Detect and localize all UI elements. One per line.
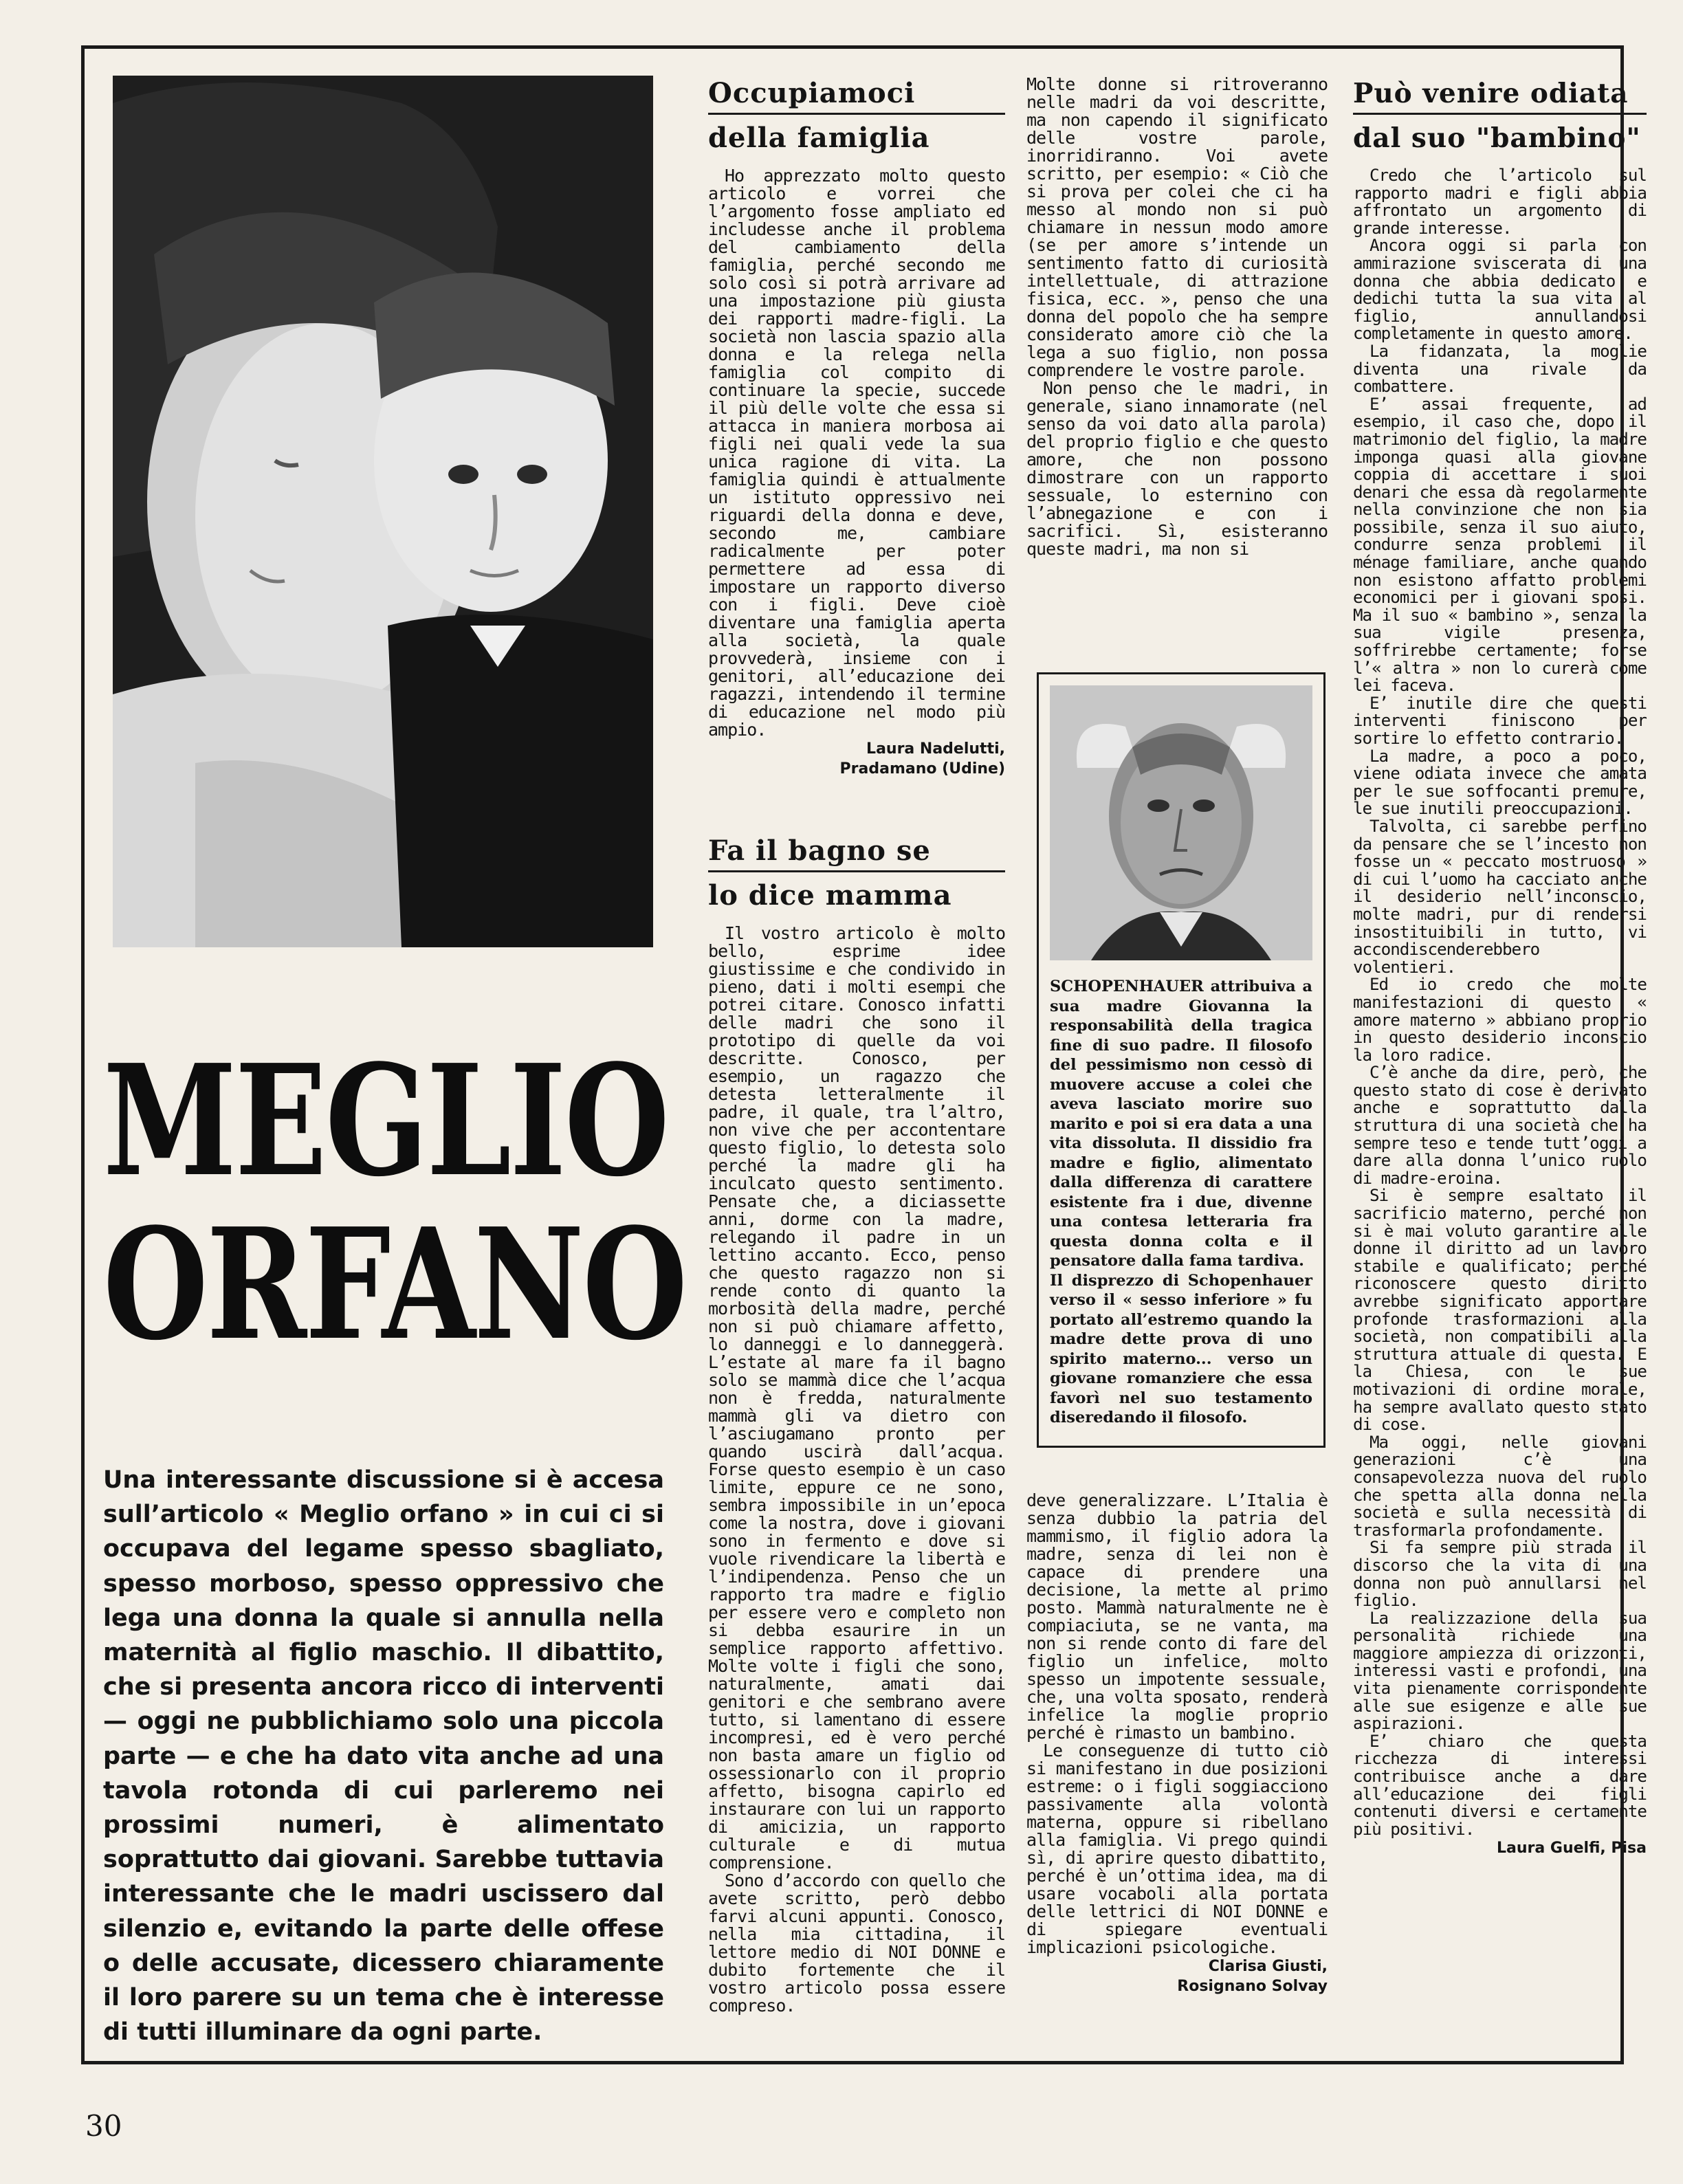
letter-3-paragraph-13: La realizzazione della sua personalità richiede una maggiore ampiezza di orizzonti, interessi vasti e profondi, una vita pienamente corrispondente alle sue esigenze e alle sue aspirazioni. xyxy=(1353,1608,1647,1734)
letter-3-paragraph-3: La fidanzata, la moglie diventa una rivale da combattere. xyxy=(1353,341,1647,397)
letter-1-signature-name: Laura Nadelutti, xyxy=(866,740,1005,758)
column-3-lower xyxy=(1026,1492,1328,1996)
letter-3-title xyxy=(1353,74,1647,157)
letter-3-paragraph-8: Ed io credo che molte manifestazioni di questo « amore materno » abbiano proprio in questo desiderio inconscio la loro radice. xyxy=(1353,975,1647,1065)
letter-2-signature-name: Clarisa Giusti, xyxy=(1208,1958,1328,1975)
letter-3-paragraph-7: Talvolta, ci sarebbe perfino da pensare che se l’incesto non fosse un « peccato mostruoso » di cui l’uomo ha cacciato anche il desiderio nell’inconscio, molte madri, pur di rendersi insostituibili in tutto, vi accondiscenderebbero volentieri. xyxy=(1353,816,1647,977)
letter-2-title-line-2: lo dice mamma xyxy=(708,879,952,912)
letter-2-paragraph-4: Non penso che le madri, in generale, siano innamorate (nel senso da voi dato alla parola) del proprio figlio e che questo amore, che non possono dimostrare con un rapporto sessuale, lo esternino con l’abnegazione e con i sacrifici. Sì, esisteranno queste madri, ma non si xyxy=(1026,378,1328,559)
letter-2-paragraph-3: Molte donne si ritroveranno nelle madri da voi descritte, ma non capendo il significato delle vostre parole, inorridiranno. Voi avete scritto, per esempio: « Ciò che si prova per colei che ci ha messo al mondo non si può chiamare in nessun modo amore (se per amore s’intende un sentimento fatto di curiosità intellettuale, di attrazione fisica, ecc. », penso che una donna del popolo che ha sempre considerato amore ciò che la lega a suo figlio, non possa comprendere le vostre parole. xyxy=(1026,74,1328,380)
letter-3-title-line-1: Può venire odiata xyxy=(1353,74,1647,115)
letter-1-title-line-2: della famiglia xyxy=(708,122,930,154)
letter-3-signature: Laura Guelfi, Pisa xyxy=(1497,1840,1647,1857)
letter-3-paragraph-10: Si è sempre esaltato il sacrificio materno, perché non si è mai voluto garantire alle donne il diritto ad un lavoro stabile e qualificato; perché riconoscere questo diritto avrebbe significato apportare profonde trasformazioni alla società, non compatibili alla struttura attuale di questa. E la Chiesa, con le sue motivazioni di ordine morale, ha sempre avallato questo stato di cose. xyxy=(1353,1186,1647,1435)
letter-3-paragraph-1: Credo che l’articolo sul rapporto madri e figli abbia affrontato un argomento di grande interesse. xyxy=(1353,166,1647,238)
mother-child-photo xyxy=(113,76,653,947)
letter-2-title-line-1: Fa il bagno se xyxy=(708,832,1005,872)
intro-paragraph: Una interessante discussione si è accesa sull’articolo « Meglio orfano » in cui ci si occupava del legame spesso sbagliato, spesso morboso, spesso oppressivo che lega una donna la quale si annulla nella maternità al figlio maschio. Il dibattito, che si presenta ancora ricco di interventi — oggi ne pubblichiamo solo una piccola parte — e che ha dato vita anche ad una tavola rotonda di cui parleremo nei prossimi numeri, è alimentato soprattutto dai giovani. Sarebbe tuttavia interessante che le madri uscissero dal silenzio e, evitando la parte delle offese o delle accusate, dicessero chiaramente il loro parere su un tema che è interesse di tutti illuminare da ogni parte. xyxy=(103,1466,664,2047)
letter-2-title xyxy=(708,832,1005,915)
letter-1-title-line-1: Occupiamoci xyxy=(708,74,1005,115)
letter-3-paragraph-14: E’ chiaro che questa ricchezza di interessi contribuisce anche a dare all’educazione dei figli contenuti diversi e certamente più positivi. xyxy=(1353,1731,1647,1839)
letter-2-paragraph-1: Il vostro articolo è molto bello, esprime idee giustissime e che condivido in pieno, dati i molti esempi che potrei citare. Conosco infatti delle madri che sono il prototipo di quelle da voi descritte. Conosco, per esempio, un ragazzo che detesta letteralmente il padre, il quale, tra l’altro, non vive che per accontentare questo figlio, lo detesta solo perché la madre gli ha inculcato questo sentimento. Pensate che, a diciassette anni, dorme con la madre, relegando il padre in un lettino accanto. Ecco, penso che questo ragazzo non si rende conto di quanto la morbosità della madre, perché non si può chiamare affetto, lo danneggi e lo danneggerà. L’estate al mare fa il bagno solo se mammà dice che l’acqua non è fredda, naturalmente mammà gli va dietro con l’asciugamano pronto per quando uscirà dall’acqua. Forse questo esempio è un caso limite, eppure ce ne sono, sembra impossibile in un’epoca come la nostra, dove i giovani sono in fermento e dove si vuole rivendicare la libertà e l’indipendenza. Penso che un rapporto tra madre e figlio per essere vero e completo non si debba esaurire in un semplice rapporto affettivo. Molte volte i figli che sono, naturalmente, amati dai genitori e che sembrano avere tutto, si lamentano di essere incompresi, ed è vero perché non basta amare un figlio od ossessionarlo con il proprio affetto, bisogna capirlo ed instaurare con lui un rapporto di amicizia, un rapporto culturale e di mutua comprensione. xyxy=(708,923,1005,1873)
schopenhauer-portrait xyxy=(1050,685,1312,960)
letter-2-paragraph-5: deve generalizzare. L’Italia è senza dubbio la patria del mammismo, il figlio adora la madre, senza di lei non è capace di prendere una decisione, la mette al primo posto. Mammà naturalmente ne è compiaciuta, se ne vanta, ma non si rende conto di fare del figlio un infelice, molto spesso un impotente sessuale, che, una volta sposato, renderà infelice la moglie proprio perché è rimasto un bambino. xyxy=(1026,1490,1328,1743)
letter-3-title-line-2: dal suo "bambino" xyxy=(1353,122,1641,154)
column-4 xyxy=(1353,74,1647,1858)
letter-3-paragraph-9: C’è anche da dire, però, che questo stato di cose è derivato anche e soprattutto dalla struttura di una società che ha sempre teso e tende tutt’oggi a dare alla donna l’unico ruolo di madre-eroina. xyxy=(1353,1063,1647,1188)
column-2 xyxy=(708,74,1005,779)
headline-line-2: ORFANO xyxy=(103,1195,686,1374)
letter-2-paragraph-2: Sono d’accordo con quello che avete scritto, però debbo farvi alcuni appunti. Conosco, nella mia cittadina, il lettore medio di NOI DONNE e dubito fortemente che il vostro articolo possa essere compreso. xyxy=(708,1871,1005,2016)
page-number: 30 xyxy=(85,2109,122,2143)
headline-line-1: MEGLIO xyxy=(103,1032,668,1211)
column-3-upper xyxy=(1026,76,1328,558)
caption-paragraph-2: Il disprezzo di Schopenhauer verso il « sesso inferiore » fu portato all’estremo quando la madre dette prova di uno spirito materno... verso un giovane romanziere che essa favorì nel suo testamento diseredando il filosofo. xyxy=(1050,1271,1312,1426)
letter-2-signature-place: Rosignano Solvay xyxy=(1177,1978,1328,1995)
letter-1-signature-place: Pradamano (Udine) xyxy=(839,760,1005,777)
letter-1-title xyxy=(708,74,1005,157)
letter-2-paragraph-6: Le conseguenze di tutto ciò si manifestano in due posizioni estreme: o i figli soggiacciono passivamente alla volontà materna, oppure si ribellano alla famiglia. Vi prego quindi sì, di aprire questo dibattito, perché è un’ottima idea, ma di usare vocaboli alla portata delle lettrici di NOI DONNE e di spiegare eventuali implicazioni psicologiche. xyxy=(1026,1741,1328,1957)
letter-3-paragraph-12: Si fa sempre più strada il discorso che la vita di una donna non può annullarsi nel figlio. xyxy=(1353,1538,1647,1611)
letter-3-paragraph-6: La madre, a poco a poco, viene odiata invece che amata per le sue soffocanti premure, le sue inutili preoccupazioni. xyxy=(1353,746,1647,819)
letter-3-paragraph-5: E’ inutile dire che questi interventi finiscono per sortire lo effetto contrario. xyxy=(1353,693,1647,748)
schopenhauer-box xyxy=(1037,672,1326,1448)
letter-3-paragraph-2: Ancora oggi si parla con ammirazione sviscerata di una donna che abbia dedicato e dedichi tutta la sua vita al figlio, annullandosi completamente in questo amore. xyxy=(1353,236,1647,344)
caption-paragraph-1: SCHOPENHAUER attribuiva a sua madre Giovanna la responsabilità della tragica fine di suo padre. Il filosofo del pessimismo non cessò di muovere accuse a colei che aveva lasciato morire suo marito e poi si era data a una vita dissoluta. Il dissidio fra madre e figlio, alimentato dalla differenza di carattere esistente fra i due, divenne una contesa letteraria fra questa donna colta e il pensatore dalla fama tardiva. xyxy=(1050,978,1312,1270)
letter-3-paragraph-4: E’ assai frequente, ad esempio, il caso che, dopo il matrimonio del figlio, la madre imponga quasi alla giovane coppia di accettare i suoi denari che essa dà regolarmente nella convinzione che non sia possibile, senza il suo aiuto, condurre senza problemi il ménage familiare, anche quando non esistono affatto problemi economici per i giovani sposi. Ma il suo « bambino », senza la sua vigile presenza, soffrirebbe certamente; forse l’« altra » non lo curerà come lei faceva. xyxy=(1353,394,1647,696)
letter-1-body: Ho apprezzato molto questo articolo e vorrei che l’argomento fosse ampliato ed includesse anche il problema del cambiamento della famiglia, perché secondo me solo così si potrà arrivare ad una impostazione più giusta dei rapporti madre-figli. La società non lascia spazio alla donna e la relega nella famiglia col compito di continuare la specie, succede il più delle volte che essa si attacca in maniera morbosa ai figli nei quali vede la sua unica ragione di vita. La famiglia quindi è attualmente un istituto oppressivo nei riguardi della donna e deve, secondo me, cambiare radicalmente per poter permettere ad essa di impostare un rapporto diverso con i figli. Deve cioè diventare una famiglia aperta alla società, la quale provvederà, insieme con i genitori, all’educazione dei ragazzi, intendendo il termine di educazione nel modo più ampio. xyxy=(708,166,1005,740)
letter-3-paragraph-11: Ma oggi, nelle giovani generazioni c’è una consapevolezza nuova del ruolo che spetta alla donna nella società e sulla necessità di trasformarla profondamente. xyxy=(1353,1432,1647,1540)
schopenhauer-caption xyxy=(1050,977,1312,1428)
column-2-lower xyxy=(708,832,1005,2015)
